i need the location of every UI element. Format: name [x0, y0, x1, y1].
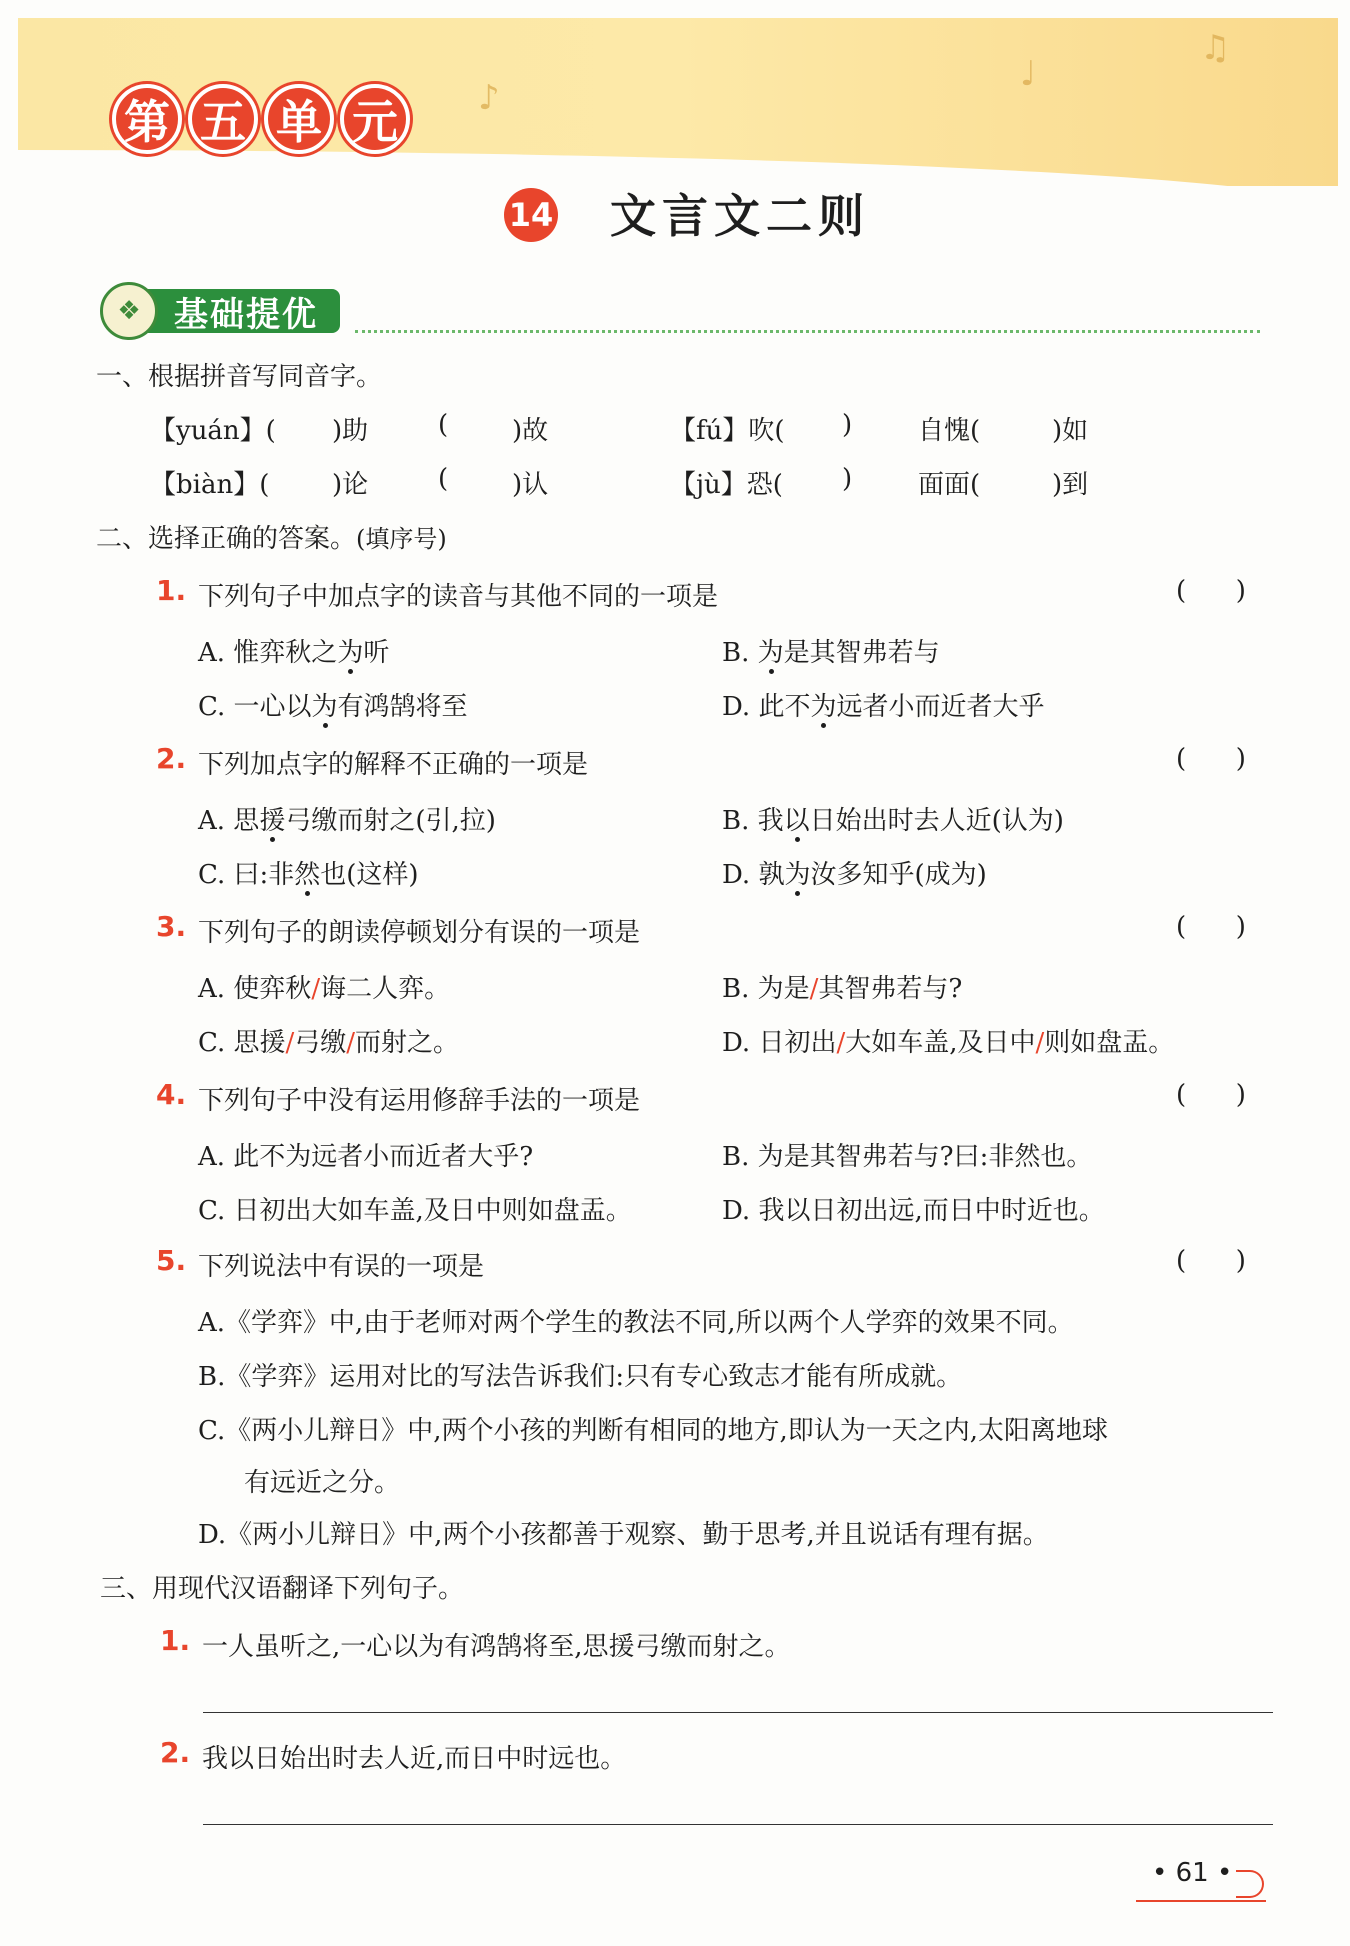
- unit-title: [112, 84, 410, 154]
- page-number: • 61 •: [1152, 1858, 1233, 1888]
- blank-text: (: [438, 464, 449, 494]
- unit-char: 第: [112, 84, 182, 154]
- music-note-decoration: ♩: [1020, 54, 1037, 94]
- pinyin-fu: 【fú】吹(: [670, 416, 785, 446]
- blank-text: )如: [1052, 416, 1089, 446]
- option-a: A. 惟弈秋之为听: [198, 638, 390, 668]
- unit-char: 元: [340, 84, 410, 154]
- translate-sentence: 我以日始出时去人近,而日中时远也。: [202, 1744, 627, 1774]
- music-note-decoration: ♪: [478, 78, 500, 118]
- lesson-number: 14: [504, 188, 558, 242]
- question-number: 2.: [160, 1736, 191, 1769]
- unit-char: 单: [264, 84, 334, 154]
- answer-line[interactable]: [203, 1824, 1273, 1825]
- part2-heading: [96, 518, 447, 555]
- question-number: 2.: [156, 742, 187, 775]
- part3-heading: 三、用现代汉语翻译下列句子。: [100, 1574, 465, 1604]
- option-a: A. 使弈秋/诲二人弈。: [198, 974, 451, 1004]
- music-note-decoration: ♫: [1200, 28, 1231, 68]
- option-d: D.《两小儿辩日》中,两个小孩都善于观察、勤于思考,并且说话有理有据。: [198, 1520, 1049, 1550]
- section-divider: [355, 330, 1260, 333]
- blank-text: ): [842, 464, 853, 494]
- option-b: B.《学弈》运用对比的写法告诉我们:只有专心致志才能有所成就。: [198, 1362, 963, 1392]
- option-a: A.《学弈》中,由于老师对两个学生的教法不同,所以两个人学弈的效果不同。: [198, 1308, 1074, 1338]
- option-b: B. 我以日始出时去人近(认为): [722, 806, 1064, 836]
- answer-blank[interactable]: ( ): [1176, 1246, 1246, 1276]
- section-label: 基础提优: [144, 289, 340, 333]
- option-b: B. 为是其智弗若与: [722, 638, 940, 668]
- question-stem: 下列句子中加点字的读音与其他不同的一项是: [198, 582, 719, 612]
- option-a: A. 此不为远者小而近者大乎?: [198, 1142, 534, 1172]
- question-number: 4.: [156, 1078, 187, 1111]
- translate-sentence: 一人虽听之,一心以为有鸿鹄将至,思援弓缴而射之。: [202, 1632, 791, 1662]
- question-stem: 下列句子中没有运用修辞手法的一项是: [198, 1086, 641, 1116]
- part2-heading-note: (填序号): [356, 525, 447, 553]
- option-d: D. 此不为远者小而近者大乎: [722, 692, 1045, 722]
- option-c: C.《两小儿辩日》中,两个小孩的判断有相同的地方,即认为一天之内,太阳离地球: [198, 1416, 1109, 1446]
- answer-blank[interactable]: ( ): [1176, 912, 1246, 942]
- cube-icon: ❖: [100, 282, 158, 340]
- question-stem: 下列句子的朗读停顿划分有误的一项是: [198, 918, 641, 948]
- option-d: D. 日初出/大如车盖,及日中/则如盘盂。: [722, 1028, 1175, 1058]
- blank-text: )论: [332, 470, 369, 500]
- lesson-title: 文言文二则: [610, 189, 870, 243]
- option-c-continued: 有远近之分。: [244, 1468, 401, 1498]
- option-a: A. 思援弓缴而射之(引,拉): [198, 806, 496, 836]
- question-number: 3.: [156, 910, 187, 943]
- answer-blank[interactable]: ( ): [1176, 744, 1246, 774]
- answer-line[interactable]: [203, 1712, 1273, 1713]
- answer-blank[interactable]: ( ): [1176, 576, 1246, 606]
- pinyin-bian: 【biàn】(: [150, 470, 270, 500]
- blank-text: )到: [1052, 470, 1089, 500]
- unit-char: 五: [188, 84, 258, 154]
- option-b: B. 为是其智弗若与?曰:非然也。: [722, 1142, 1093, 1172]
- blank-text: )认: [512, 470, 549, 500]
- option-c: C. 曰:非然也(这样): [198, 860, 419, 890]
- answer-blank[interactable]: ( ): [1176, 1080, 1246, 1110]
- pinyin-ju: 【jù】恐(: [670, 470, 783, 500]
- blank-text: ): [842, 410, 853, 440]
- question-number: 1.: [156, 574, 187, 607]
- part2-heading-text: 二、选择正确的答案。: [96, 524, 357, 554]
- option-d: D. 我以日初出远,而日中时近也。: [722, 1196, 1105, 1226]
- section-badge: [100, 288, 340, 334]
- question-number: 1.: [160, 1624, 191, 1657]
- option-d: D. 孰为汝多知乎(成为): [722, 860, 987, 890]
- option-c: C. 日初出大如车盖,及日中则如盘盂。: [198, 1196, 632, 1226]
- blank-text: 自愧(: [918, 416, 981, 446]
- blank-text: 面面(: [918, 470, 981, 500]
- question-stem: 下列说法中有误的一项是: [198, 1252, 485, 1282]
- blank-text: (: [438, 410, 449, 440]
- option-c: C. 一心以为有鸿鹄将至: [198, 692, 468, 722]
- question-number: 5.: [156, 1244, 187, 1277]
- option-b: B. 为是/其智弗若与?: [722, 974, 963, 1004]
- blank-text: )故: [512, 416, 549, 446]
- option-c: C. 思援/弓缴/而射之。: [198, 1028, 460, 1058]
- blank-text: )助: [332, 416, 369, 446]
- pinyin-yuan: 【yuán】(: [150, 416, 276, 446]
- page-number-hook: [1236, 1870, 1264, 1898]
- question-stem: 下列加点字的解释不正确的一项是: [198, 750, 589, 780]
- part1-heading: 一、根据拼音写同音字。: [96, 362, 383, 392]
